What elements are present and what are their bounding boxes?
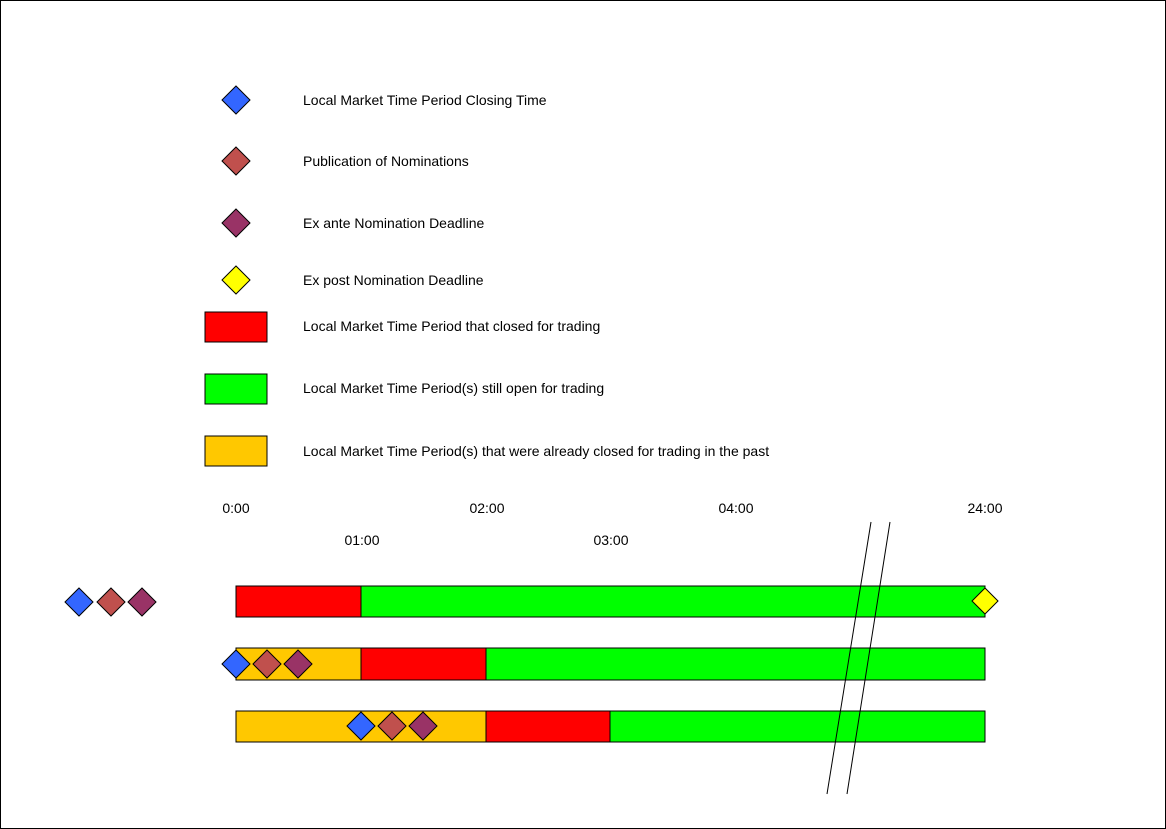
segment-closed [361,648,486,680]
legend-label-closing-time: Local Market Time Period Closing Time [303,92,547,108]
green-swatch [205,374,267,404]
legend-label-past-closed: Local Market Time Period(s) that were already closed for trading in the past [303,443,770,459]
segment-open [486,648,985,680]
time-label-0000: 0:00 [222,500,250,516]
time-label-0100: 01:00 [344,532,380,548]
red-swatch [205,312,267,342]
segment-open [610,711,985,742]
timeline-row-3 [236,711,985,742]
segment-open [361,586,985,617]
time-label-0400: 04:00 [718,500,754,516]
orange-swatch [205,436,267,466]
legend-label-closed: Local Market Time Period that closed for trading [303,318,601,334]
diagram-border [1,1,1166,829]
time-label-0300: 03:00 [593,532,629,548]
segment-closed [486,711,610,742]
timeline-row-2 [222,648,985,680]
time-label-0200: 02:00 [469,500,505,516]
segment-closed [236,586,361,617]
legend-label-open: Local Market Time Period(s) still open for trading [303,380,605,396]
legend-label-ex-post: Ex post Nomination Deadline [303,272,484,288]
time-label-2400: 24:00 [967,500,1003,516]
legend-label-publication: Publication of Nominations [303,153,469,169]
legend-label-ex-ante: Ex ante Nomination Deadline [303,215,485,231]
